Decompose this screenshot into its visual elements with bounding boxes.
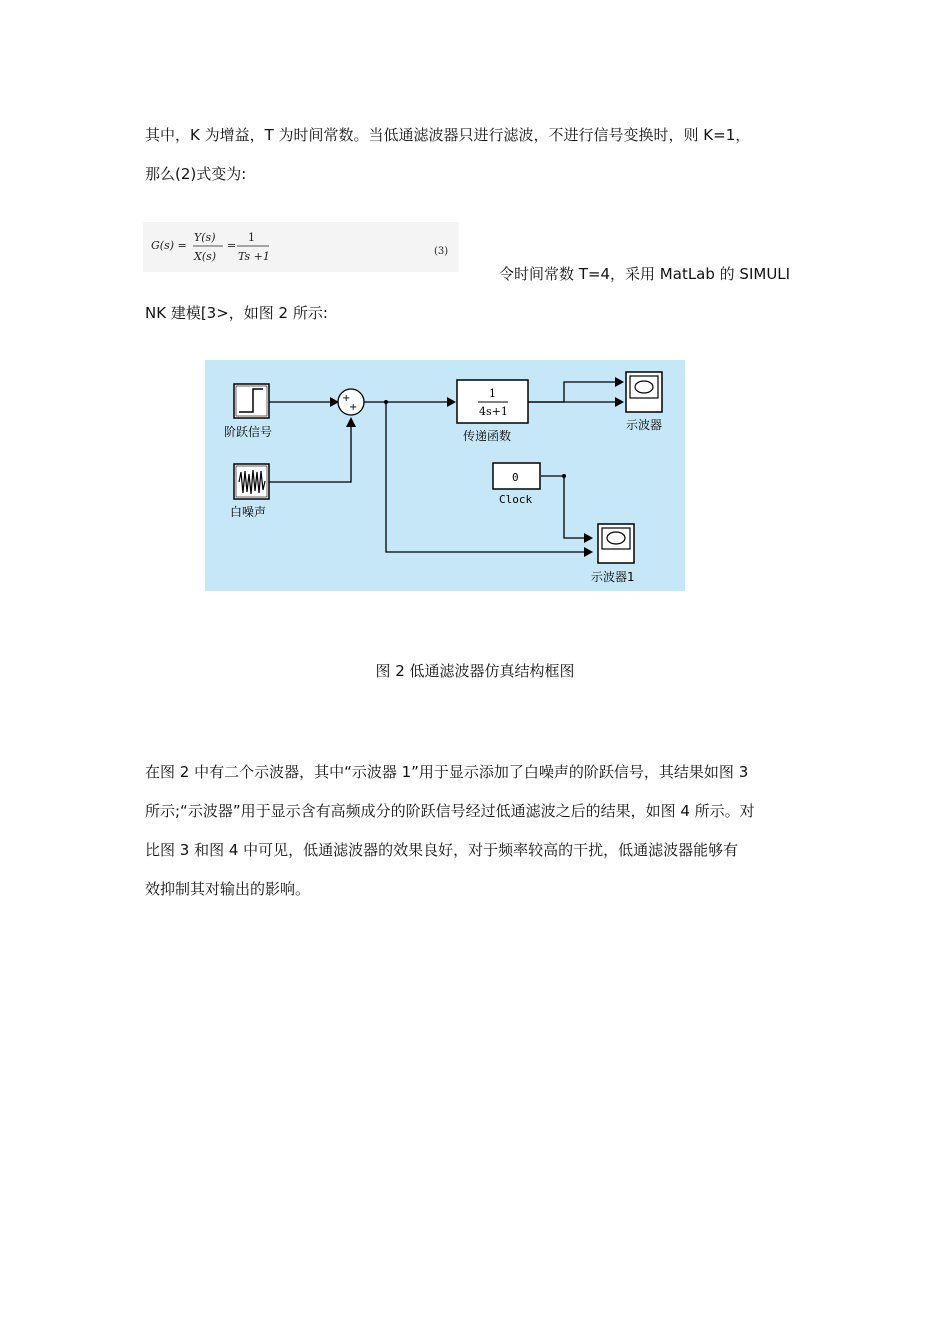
scope1-block <box>598 524 634 563</box>
paragraph-discussion <box>145 753 810 909</box>
sum-sign-1: + <box>342 393 351 404</box>
white-noise-label: 白噪声 <box>230 505 267 519</box>
transfer-function-numerator: 1 <box>489 387 496 400</box>
simulink-block-diagram <box>205 360 685 591</box>
step-signal-block <box>234 384 269 418</box>
equation-lhs: G(s) = <box>151 239 187 252</box>
scope-label: 示波器 <box>626 418 663 432</box>
step-signal-label: 阶跃信号 <box>224 425 273 439</box>
equation-numerator-1: Y(s) <box>194 231 216 244</box>
paragraph-discussion-line-2: 所示;“示波器”用于显示含有高频成分的阶跃信号经过低通滤波之后的结果，如图 4 所示。对 <box>145 802 755 820</box>
clock-label: Clock <box>499 493 533 506</box>
equation-number: (3) <box>434 246 449 257</box>
branch-point-1 <box>384 400 388 404</box>
paragraph-discussion-line-1: 在图 2 中有二个示波器，其中“示波器 1”用于显示添加了白噪声的阶跃信号，其结果如图 3 <box>145 763 749 781</box>
paragraph-intro-line-2: 那么(2)式变为: <box>145 165 247 183</box>
paragraph-intro-line-1: 其中，K 为增益，T 为时间常数。当低通滤波器只进行滤波，不进行信号变换时，则 K=1， <box>145 126 751 144</box>
transfer-function-denominator: 4s+1 <box>479 405 508 418</box>
scope1-label: 示波器1 <box>591 570 635 584</box>
paragraph-after-formula-line-1: 令时间常数 T=4，采用 MatLab 的 SIMULI <box>499 265 791 283</box>
scope-block <box>626 372 662 412</box>
equation-equals: = <box>227 239 237 252</box>
paragraph-after-formula-line-2: NK 建模[3>，如图 2 所示: <box>145 304 328 322</box>
branch-point-2 <box>562 474 566 478</box>
clock-value: 0 <box>512 471 519 484</box>
paragraph-intro <box>145 116 810 194</box>
equation-denominator-2: Ts +1 <box>238 250 270 263</box>
sum-sign-2: + <box>349 402 358 413</box>
paragraph-discussion-line-4: 效抑制其对输出的影响。 <box>145 880 311 898</box>
equation-3-graphic <box>143 222 459 272</box>
equation-denominator-1: X(s) <box>194 250 217 263</box>
transfer-function-label: 传递函数 <box>463 429 512 443</box>
paragraph-discussion-line-3: 比图 3 和图 4 中可见，低通滤波器的效果良好，对于频率较高的干扰，低通滤波器能够有 <box>145 841 739 859</box>
equation-3 <box>143 222 459 272</box>
white-noise-block <box>234 464 269 499</box>
equation-numerator-2: 1 <box>248 231 255 244</box>
figure-caption: 图 2 低通滤波器仿真结构框图 <box>375 662 575 680</box>
